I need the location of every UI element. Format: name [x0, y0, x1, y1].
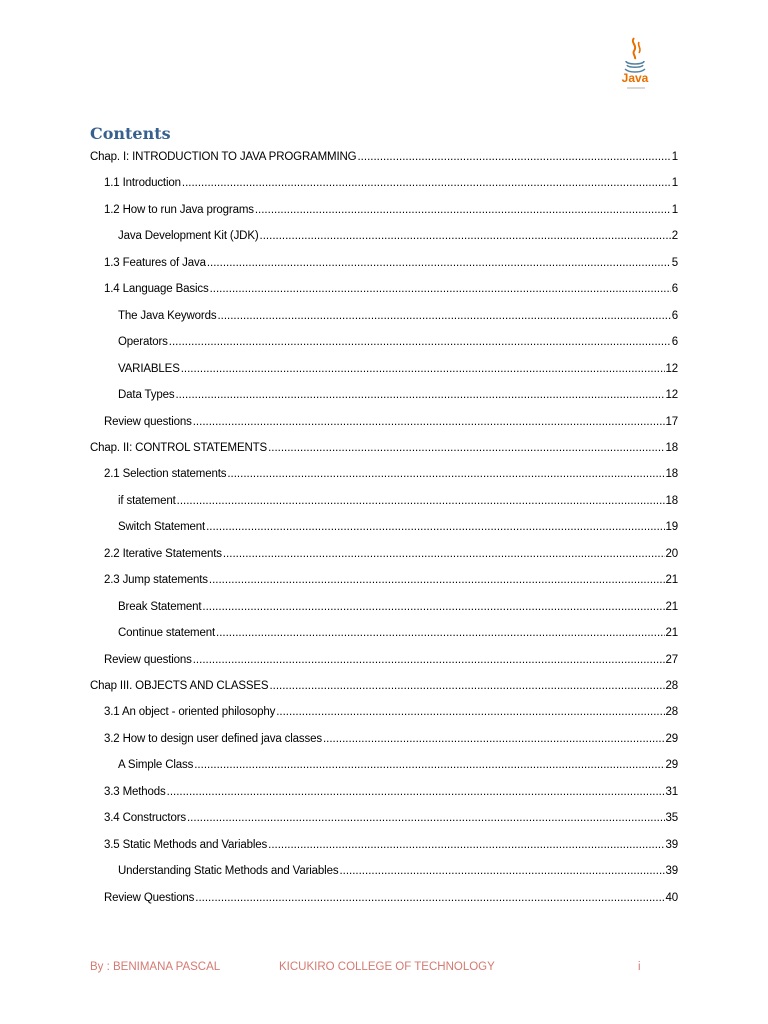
page-footer: [0, 961, 768, 979]
java-logo-icon: [617, 36, 653, 92]
toc-entry-page: 1: [671, 151, 678, 163]
toc-entry-label: Java Development Kit (JDK): [118, 230, 259, 243]
toc-leader-dots: [207, 253, 671, 273]
toc-entry-page: 28: [665, 706, 678, 719]
toc-entry-page: 12: [665, 389, 678, 402]
toc-entry-page: 27: [665, 653, 678, 666]
toc-entry[interactable]: [118, 359, 678, 379]
toc-entry-label: Review questions: [104, 653, 192, 666]
toc-leader-dots: [177, 491, 665, 511]
toc-entry-page: 6: [671, 283, 678, 296]
toc-entry[interactable]: [104, 544, 678, 564]
toc-entry[interactable]: [104, 702, 678, 722]
toc-entry[interactable]: [118, 623, 678, 643]
toc-entry-label: 3.3 Methods: [104, 785, 166, 798]
toc-entry-page: 21: [665, 627, 678, 640]
toc-entry[interactable]: [104, 412, 678, 432]
toc-entry-label: 2.1 Selection statements: [104, 468, 227, 481]
toc-entry-page: 20: [665, 547, 678, 560]
toc-leader-dots: [167, 782, 665, 802]
toc-entry[interactable]: [118, 597, 678, 617]
toc-entry-label: 3.5 Static Methods and Variables: [104, 838, 268, 851]
toc-leader-dots: [216, 623, 664, 643]
toc-entry-page: 29: [665, 759, 678, 772]
toc-entry[interactable]: [104, 835, 678, 855]
toc-entry[interactable]: [118, 755, 678, 775]
toc-entry-label: 2.3 Jump statements: [104, 574, 208, 587]
toc-entry-page: 5: [671, 256, 678, 269]
toc-entry-label: VARIABLES: [118, 362, 180, 375]
toc-entry-label: Data Types: [118, 389, 175, 402]
toc-entry[interactable]: [104, 808, 678, 828]
toc-entry-page: 18: [665, 494, 678, 507]
toc-leader-dots: [339, 861, 664, 881]
toc-entry-page: 12: [665, 362, 678, 375]
toc-entry-label: Switch Statement: [118, 521, 206, 534]
toc-entry-label: Chap. I: INTRODUCTION TO JAVA PROGRAMMING: [90, 151, 357, 163]
toc-entry-page: 40: [665, 891, 678, 904]
page-title: Contents: [90, 124, 171, 143]
toc-entry-page: 18: [665, 441, 678, 454]
toc-entry-label: Chap. II: CONTROL STATEMENTS: [90, 441, 268, 454]
toc-leader-dots: [223, 544, 665, 564]
toc-leader-dots: [181, 359, 665, 379]
toc-entry-page: 19: [665, 521, 678, 534]
toc-entry[interactable]: [118, 306, 678, 326]
toc-leader-dots: [187, 808, 665, 828]
toc-leader-dots: [193, 412, 665, 432]
toc-leader-dots: [193, 650, 665, 670]
toc-leader-dots: [182, 173, 671, 193]
toc-entry[interactable]: [118, 332, 678, 352]
footer-page-number: i: [638, 961, 641, 973]
toc-entry[interactable]: [90, 438, 678, 458]
toc-entry-label: Operators: [118, 336, 168, 349]
toc-entry-page: 1: [671, 177, 678, 190]
toc-leader-dots: [194, 755, 664, 775]
toc-entry[interactable]: [118, 861, 678, 881]
toc-entry[interactable]: [104, 253, 678, 273]
toc-entry-label: 3.2 How to design user defined java classes: [104, 732, 322, 745]
toc-leader-dots: [210, 279, 671, 299]
toc-entry[interactable]: [118, 517, 678, 537]
toc-leader-dots: [209, 570, 665, 590]
toc-entry[interactable]: [104, 464, 678, 484]
toc-entry[interactable]: [118, 491, 678, 511]
toc-entry-label: Review Questions: [104, 891, 195, 904]
java-logo-text: Java: [621, 71, 649, 85]
toc-entry-label: 1.3 Features of Java: [104, 256, 206, 269]
toc-entry[interactable]: [104, 200, 678, 220]
toc-entry-page: 35: [665, 812, 678, 825]
toc-entry[interactable]: [104, 650, 678, 670]
toc-entry[interactable]: [104, 570, 678, 590]
toc-entry-page: 18: [665, 468, 678, 481]
toc-leader-dots: [206, 517, 664, 537]
toc-entry[interactable]: [90, 147, 678, 167]
toc-leader-dots: [260, 226, 671, 246]
toc-entry[interactable]: [118, 385, 678, 405]
toc-leader-dots: [169, 332, 671, 352]
toc-entry-page: 21: [665, 574, 678, 587]
toc-entry-page: 31: [665, 785, 678, 798]
toc-entry-page: 21: [665, 600, 678, 613]
toc-entry-page: 6: [671, 336, 678, 349]
toc-entry-label: 1.4 Language Basics: [104, 283, 209, 296]
toc-leader-dots: [268, 438, 664, 458]
toc-entry-label: 1.2 How to run Java programs: [104, 203, 254, 216]
toc-entry[interactable]: [104, 173, 678, 193]
toc-leader-dots: [357, 147, 670, 167]
toc-leader-dots: [255, 200, 671, 220]
toc-entry-label: 2.2 Iterative Statements: [104, 547, 222, 560]
toc-entry-label: A Simple Class: [118, 759, 194, 772]
toc-entry-label: Chap III. OBJECTS AND CLASSES: [90, 680, 269, 692]
toc-entry-label: Review questions: [104, 415, 192, 428]
toc-entry-label: 3.1 An object - oriented philosophy: [104, 706, 276, 719]
toc-entry-label: The Java Keywords: [118, 309, 217, 322]
toc-entry[interactable]: [90, 676, 678, 696]
toc-leader-dots: [268, 835, 664, 855]
toc-entry[interactable]: [104, 729, 678, 749]
footer-author: By : BENIMANA PASCAL: [90, 961, 221, 973]
toc-entry-label: Understanding Static Methods and Variables: [118, 865, 339, 878]
toc-leader-dots: [276, 702, 664, 722]
toc-entry-page: 39: [665, 865, 678, 878]
toc-entry[interactable]: [104, 888, 678, 908]
footer-college: KICUKIRO COLLEGE OF TECHNOLOGY: [279, 961, 495, 973]
toc-leader-dots: [323, 729, 665, 749]
toc-leader-dots: [175, 385, 664, 405]
toc-leader-dots: [227, 464, 664, 484]
toc-entry-page: 39: [665, 838, 678, 851]
toc-entry-label: 3.4 Constructors: [104, 812, 186, 825]
toc-entry-page: 6: [671, 309, 678, 322]
toc-entry-label: Continue statement: [118, 627, 216, 640]
toc-entry-page: 17: [665, 415, 678, 428]
toc-entry-label: Break Statement: [118, 600, 202, 613]
toc-leader-dots: [269, 676, 664, 696]
toc-entry-label: 1.1 Introduction: [104, 177, 181, 190]
toc-entry-label: if statement: [118, 494, 176, 507]
toc-entry-page: 29: [665, 732, 678, 745]
toc-leader-dots: [217, 306, 670, 326]
toc-entry-page: 1: [671, 203, 678, 216]
toc-leader-dots: [202, 597, 664, 617]
toc-entry[interactable]: [104, 782, 678, 802]
toc-entry[interactable]: [118, 226, 678, 246]
toc-leader-dots: [195, 888, 664, 908]
toc-entry[interactable]: [104, 279, 678, 299]
toc-entry-page: 28: [665, 680, 678, 692]
toc-entry-page: 2: [671, 230, 678, 243]
